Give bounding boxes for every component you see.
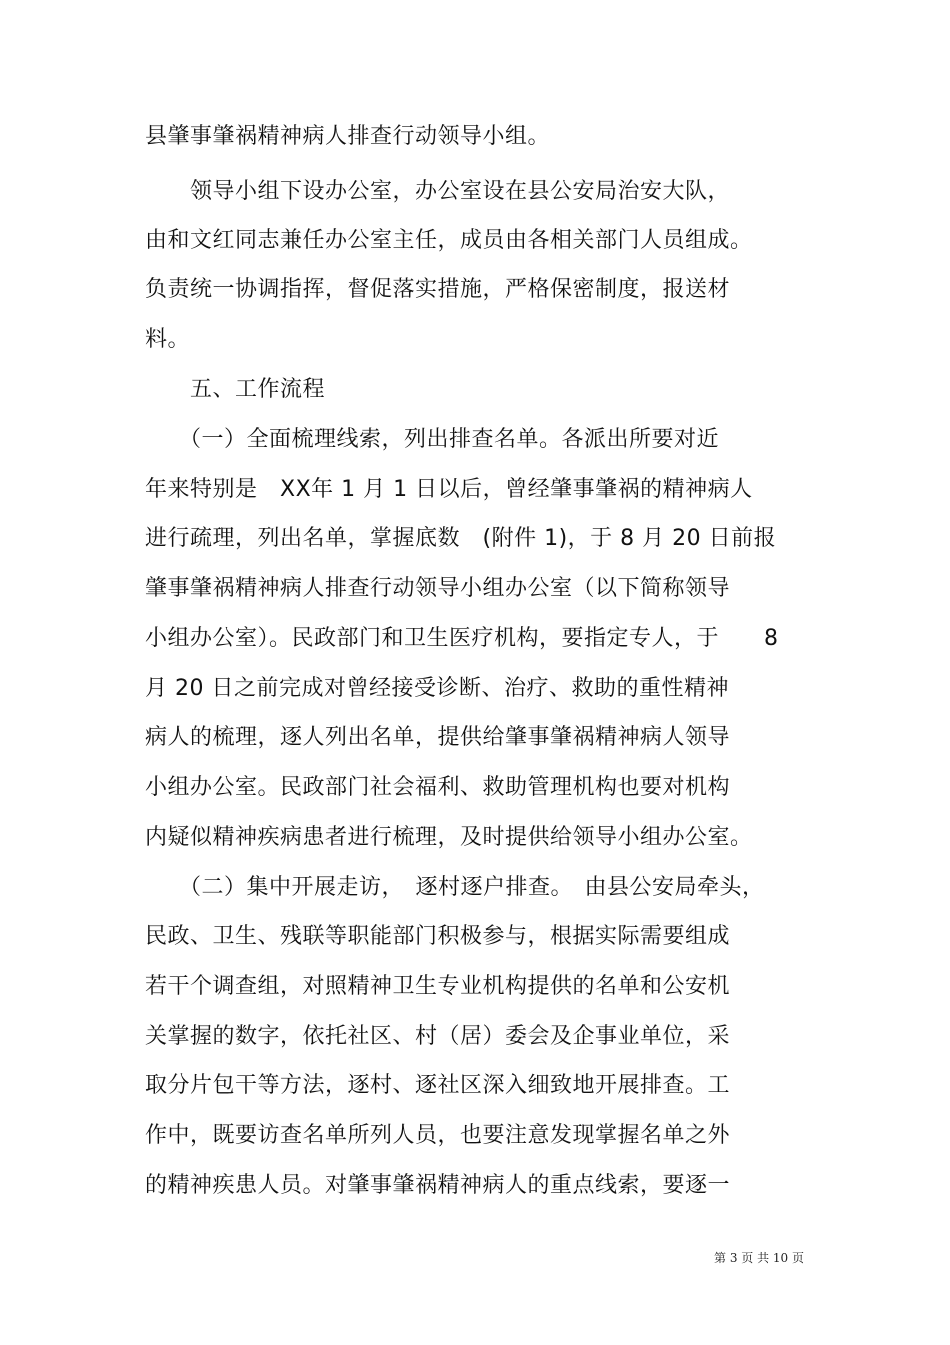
text-line-1: 县肇事肇祸精神病人排查行动领导小组。 bbox=[145, 124, 551, 149]
text-line-15: 内疑似精神疾病患者进行梳理，及时提供给领导小组办公室。 bbox=[145, 825, 753, 850]
text-line-21: 作中，既要访查名单所列人员，也要注意发现掌握名单之外 bbox=[145, 1123, 731, 1148]
text-line-5: 料。 bbox=[145, 327, 191, 352]
text-line-13: 病人的梳理，逐人列出名单，提供给肇事肇祸精神病人领导 bbox=[145, 725, 731, 750]
text-line-14: 小组办公室。民政部门社会福利、救助管理机构也要对机构 bbox=[145, 775, 731, 800]
text-line-18: 若干个调查组，对照精神卫生专业机构提供的名单和公安机 bbox=[145, 974, 731, 999]
text-line-8: 年来特别是 XX年 1 月 1 日以后，曾经肇事肇祸的精神病人 bbox=[145, 477, 753, 502]
text-line-12: 月 20 日之前完成对曾经接受诊断、治疗、救助的重性精神 bbox=[145, 676, 729, 701]
text-line-19: 关掌握的数字，依托社区、村（居）委会及企事业单位，采 bbox=[145, 1024, 731, 1049]
text-line-2: 领导小组下设办公室，办公室设在县公安局治安大队， bbox=[145, 179, 731, 204]
text-line-7: （一）全面梳理线索，列出排查名单。各派出所要对近 bbox=[145, 427, 720, 452]
text-line-22: 的精神疾患人员。对肇事肇祸精神病人的重点线索，要逐一 bbox=[145, 1173, 731, 1198]
text-line-20: 取分片包干等方法，逐村、逐社区深入细致地开展排查。工 bbox=[145, 1073, 731, 1098]
page-number: 第 3 页 共 10 页 bbox=[714, 1251, 804, 1265]
text-line-11: 小组办公室）。民政部门和卫生医疗机构，要指定专人，于 8 bbox=[145, 626, 779, 651]
section-heading: 五、工作流程 bbox=[145, 377, 326, 402]
text-line-16: （二）集中开展走访， 逐村逐户排查。 由县公安局牵头， bbox=[145, 875, 765, 900]
text-line-3: 由和文红同志兼任办公室主任，成员由各相关部门人员组成。 bbox=[145, 228, 753, 253]
text-line-10: 肇事肇祸精神病人排查行动领导小组办公室（以下简称领导 bbox=[145, 576, 731, 601]
text-line-17: 民政、卫生、残联等职能部门积极参与，根据实际需要组成 bbox=[145, 924, 731, 949]
text-line-4: 负责统一协调指挥，督促落实措施，严格保密制度，报送材 bbox=[145, 277, 731, 302]
text-line-9: 进行疏理，列出名单，掌握底数 (附件 1)，于 8 月 20 日前报 bbox=[145, 526, 777, 551]
